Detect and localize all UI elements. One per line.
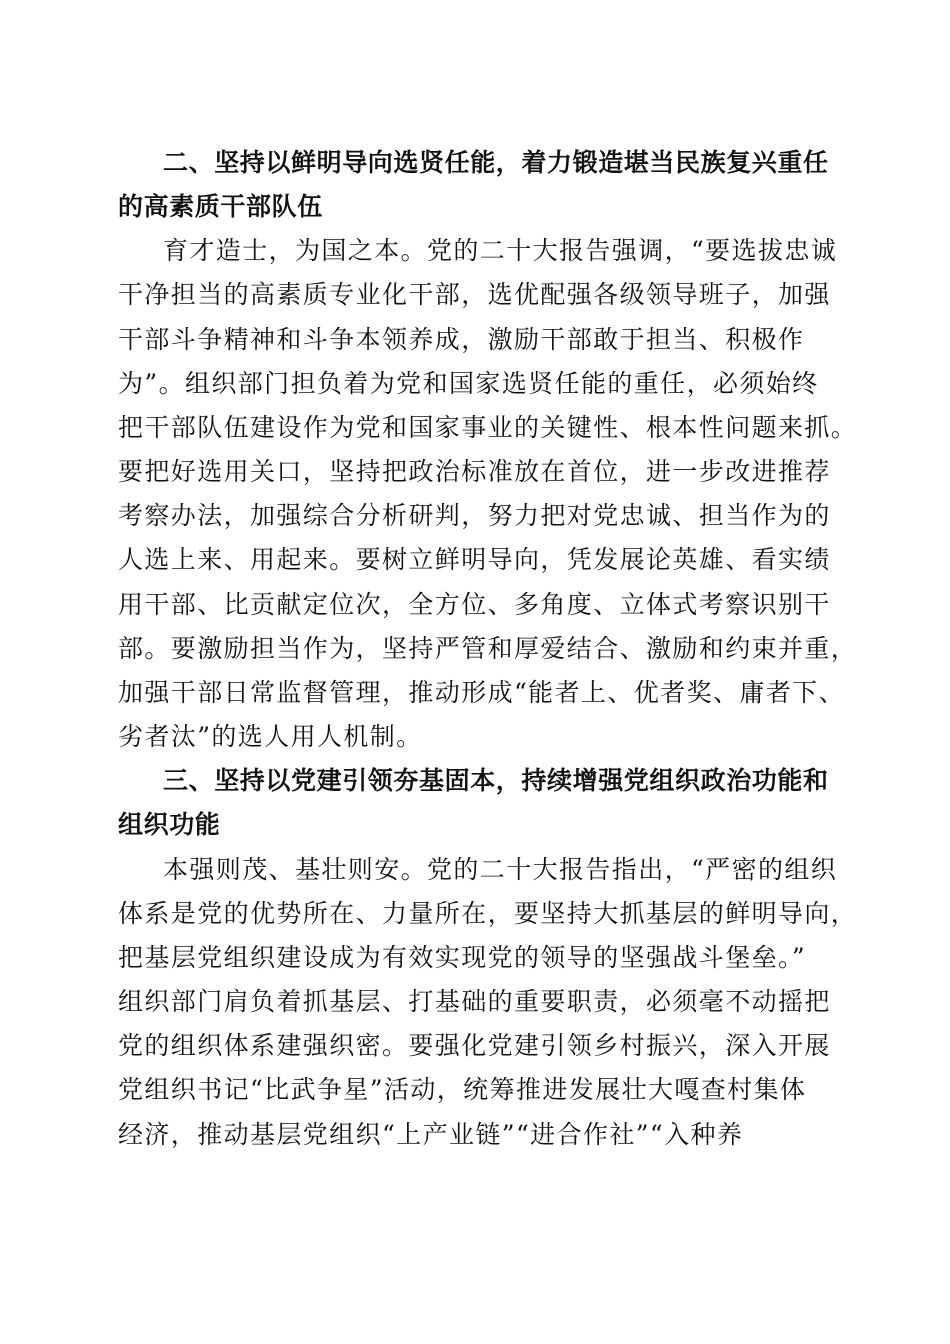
section-heading-line: 的高素质干部队伍	[118, 192, 323, 221]
section-heading-line: 二、坚持以鲜明导向选贤任能，着力锻造堪当民族复兴重任	[163, 148, 829, 177]
paragraph-line: 部。要激励担当作为，坚持严管和厚爱结合、激励和约束并重，	[118, 634, 858, 663]
paragraph-line: 加强干部日常监督管理，推动形成“能者上、优者奖、庸者下、	[118, 678, 845, 707]
paragraph-line: 党组织书记“比武争星”活动，统筹推进发展壮大嘎查村集体	[118, 1075, 807, 1104]
paragraph-line: 干净担当的高素质专业化干部，选优配强各级领导班子，加强	[118, 280, 831, 309]
paragraph-line: 干部斗争精神和斗争本领养成，激励干部敢于担当、积极作	[118, 325, 805, 354]
paragraph-line: 把基层党组织建设成为有效实现党的领导的坚强战斗堡垒。”	[118, 943, 807, 972]
paragraph-line: 考察办法，加强综合分析研判，努力把对党忠诚、担当作为的	[118, 501, 831, 530]
paragraph-line: 用干部、比贡献定位次，全方位、多角度、立体式考察识别干	[118, 590, 831, 619]
paragraph-line: 党的组织体系建强织密。要强化党建引领乡村振兴，深入开展	[118, 1031, 831, 1060]
paragraph-line: 体系是党的优势所在、力量所在，要坚持大抓基层的鲜明导向，	[118, 899, 858, 928]
paragraph-line: 为”。组织部门担负着为党和国家选贤任能的重任，必须始终	[118, 369, 819, 398]
paragraph-line: 育才造士，为国之本。党的二十大报告强调，“要选拔忠诚	[163, 236, 838, 265]
section-heading-line: 组织功能	[118, 810, 221, 839]
paragraph-line: 组织部门肩负着抓基层、打基础的重要职责，必须毫不动摇把	[118, 987, 831, 1016]
paragraph-line: 经济，推动基层党组织“上产业链”“进合作社”“入种养	[118, 1120, 744, 1149]
paragraph-line: 劣者汰”的选人用人机制。	[118, 722, 423, 751]
section-heading-line: 三、坚持以党建引领夯基固本，持续增强党组织政治功能和	[163, 766, 829, 795]
paragraph-line: 要把好选用关口，坚持把政治标准放在首位，进一步改进推荐	[118, 457, 831, 486]
paragraph-line: 把干部队伍建设作为党和国家事业的关键性、根本性问题来抓。	[118, 413, 858, 442]
paragraph-line: 本强则茂、基壮则安。党的二十大报告指出，“严密的组织	[163, 855, 838, 884]
paragraph-line: 人选上来、用起来。要树立鲜明导向，凭发展论英雄、看实绩	[118, 545, 831, 574]
